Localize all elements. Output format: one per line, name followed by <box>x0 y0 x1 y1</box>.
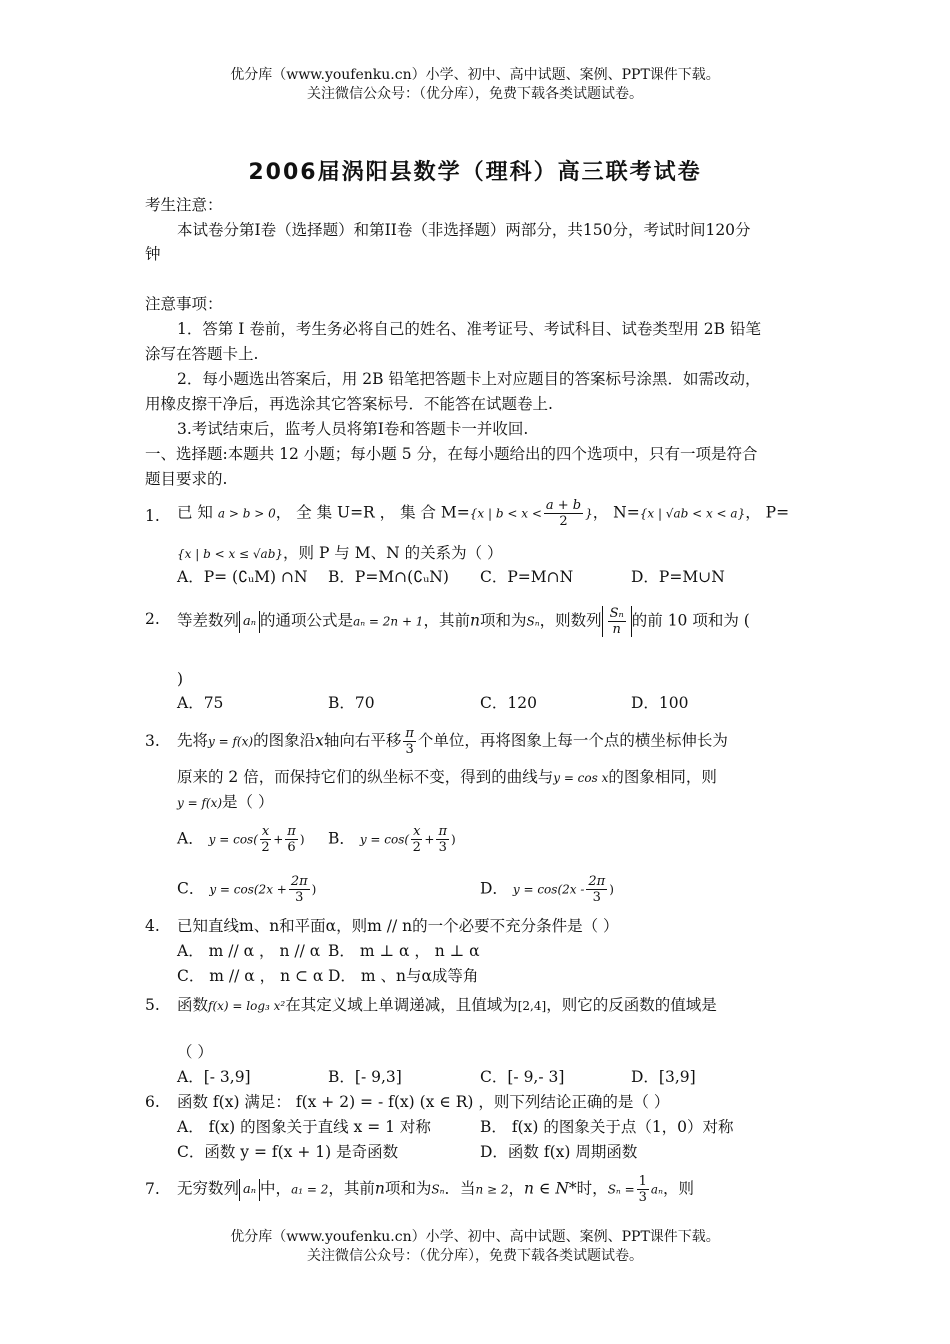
question-2-option-a: A．75 <box>177 694 224 712</box>
question-6-option-d: D．函数 f(x) 周期函数 <box>480 1143 638 1161</box>
question-4-option-d: D． m 、n与α成等角 <box>328 967 479 985</box>
item-1-line-1: 1．答第 I 卷前，考生务必将自己的姓名、准考证号、考试科目、试卷类型用 2B 铅笔 <box>177 320 761 338</box>
question-3-option-c: C． y = cos(2x + $\frac{2\pi}{3}$ ) <box>177 874 317 905</box>
item-1-line-2: 涂写在答题卡上. <box>145 345 259 363</box>
question-3-line-3: y = f(x)是（ ） <box>177 793 274 811</box>
question-6-text: 函数 f(x) 满足： f(x + 2) = - f(x) (x ∈ R) ，则下列结论正确的是（ ） <box>177 1093 670 1111</box>
question-7-number: 7. <box>145 1180 160 1198</box>
question-3-option-a: A． y = cos( $\frac{x}{2}$ + $\frac{\pi}{6}$ ) <box>177 824 305 855</box>
question-1-option-c: C．P=M∩N <box>480 568 574 586</box>
section-heading-line-2: 题目要求的. <box>145 470 228 488</box>
intro-paragraph-line-1: 本试卷分第I卷（选择题）和第II卷（非选择题）两部分，共150分，考试时间120分 <box>177 221 751 239</box>
page-title: 2006届涡阳县数学（理科）高三联考试卷 <box>248 160 702 185</box>
question-4-option-c: C． m // α ， n ⊂ α <box>177 967 324 985</box>
question-5-line-1: 函数f(x) = log₃ x²在其定义域上单调递减，且值域为[2,4]，则它的反函数的值域是 <box>177 996 717 1014</box>
question-4-text: 已知直线m、n和平面α，则m // n的一个必要不充分条件是（ ） <box>177 917 619 935</box>
question-3-line-2: 原来的 2 倍，而保持它们的纵坐标不变，得到的曲线与y = cos x的图象相同，则 <box>177 768 717 786</box>
question-1-option-d: D．P=M∪N <box>631 568 725 586</box>
question-1-option-a: A．P= (∁ᵤM) ∩N <box>177 568 308 586</box>
intro-paragraph-line-2: 钟 <box>145 245 161 263</box>
question-2-close-paren: ) <box>177 670 184 688</box>
notice-label: 考生注意： <box>145 196 223 214</box>
footer-line-2: 关注微信公众号：（优分库），免费下载各类试题试卷。 <box>307 1248 643 1264</box>
question-6-number: 6. <box>145 1093 160 1111</box>
question-1-line-1: 已 知 a > b > 0， 全 集 U=R ， 集 合 M={x | b < x < $\frac{a + b}{2}$ }， N={x | √ab < x < a}， P= <box>177 498 790 529</box>
item-2-line-2: 用橡皮擦干净后，再选涂其它答案标号．不能答在试题卷上. <box>145 395 553 413</box>
fraction: $\frac{a + b}{2}$ <box>545 498 582 529</box>
question-1-line-2: {x | b < x ≤ √ab}，则 P 与 M、N 的关系为（ ） <box>177 544 503 562</box>
question-6-option-c: C．函数 y = f(x + 1) 是奇函数 <box>177 1143 399 1161</box>
question-5-number: 5. <box>145 996 160 1014</box>
question-1-number: 1. <box>145 507 160 525</box>
question-7-line-1: 无穷数列 aₙ 中，a₁ = 2，其前n项和为Sₙ．当n ≥ 2，n ∈ N*时，Sₙ = $\frac{1}{3}$ aₙ，则 <box>177 1174 694 1205</box>
question-2-number: 2. <box>145 610 160 628</box>
item-3: 3.考试结束后，监考人员将第I卷和答题卡一并收回. <box>177 420 529 438</box>
section-heading-line-1: 一、选择题:本题共 12 小题；每小题 5 分，在每小题给出的四个选项中，只有一项是符合 <box>145 445 758 463</box>
question-4-option-a: A． m // α ， n // α <box>177 942 321 960</box>
question-6-option-b: B． f(x) 的图象关于点（1，0）对称 <box>480 1118 734 1136</box>
footer-line-1: 优分库（www.youfenku.cn）小学、初中、高中试题、案例、PPT课件下载。 <box>230 1229 720 1245</box>
question-3-line-1: 先将y = f(x)的图象沿x轴向右平移 $\frac{\pi}{3}$ 个单位，再将图象上每一个点的横坐标伸长为 <box>177 726 728 757</box>
question-4-number: 4. <box>145 917 160 935</box>
header-line-2: 关注微信公众号：（优分库），免费下载各类试题试卷。 <box>307 86 643 102</box>
question-3-option-b: B． y = cos( $\frac{x}{2}$ + $\frac{\pi}{3}$ ) <box>328 824 456 855</box>
question-2-line-1: 等差数列 aₙ 的通项公式是aₙ = 2n + 1，其前n项和为Sₙ，则数列 $\frac{\text{Sₙ}}{n}$ 的前 10 项和为 ( <box>177 606 750 637</box>
question-1-option-b: B．P=M∩(∁ᵤN) <box>328 568 449 586</box>
question-5-option-b: B．[- 9,3] <box>328 1068 402 1086</box>
question-2-option-c: C．120 <box>480 694 537 712</box>
question-5-option-c: C．[- 9,- 3] <box>480 1068 565 1086</box>
question-5-option-d: D．[3,9] <box>631 1068 696 1086</box>
question-3-number: 3. <box>145 732 160 750</box>
header-line-1: 优分库（www.youfenku.cn）小学、初中、高中试题、案例、PPT课件下载。 <box>230 67 720 83</box>
question-5-option-a: A．[- 3,9] <box>177 1068 251 1086</box>
question-6-option-a: A． f(x) 的图象关于直线 x = 1 对称 <box>177 1118 431 1136</box>
question-3-option-d: D． y = cos(2x - $\frac{2\pi}{3}$ ) <box>480 874 614 905</box>
item-2-line-1: 2．每小题选出答案后，用 2B 铅笔把答题卡上对应题目的答案标号涂黑．如需改动， <box>177 370 761 388</box>
question-2-option-d: D．100 <box>631 694 689 712</box>
items-label: 注意事项： <box>145 295 223 313</box>
question-5-paren: （ ） <box>177 1043 213 1061</box>
question-4-option-b: B． m ⊥ α ， n ⊥ α <box>328 942 480 960</box>
question-2-option-b: B．70 <box>328 694 375 712</box>
